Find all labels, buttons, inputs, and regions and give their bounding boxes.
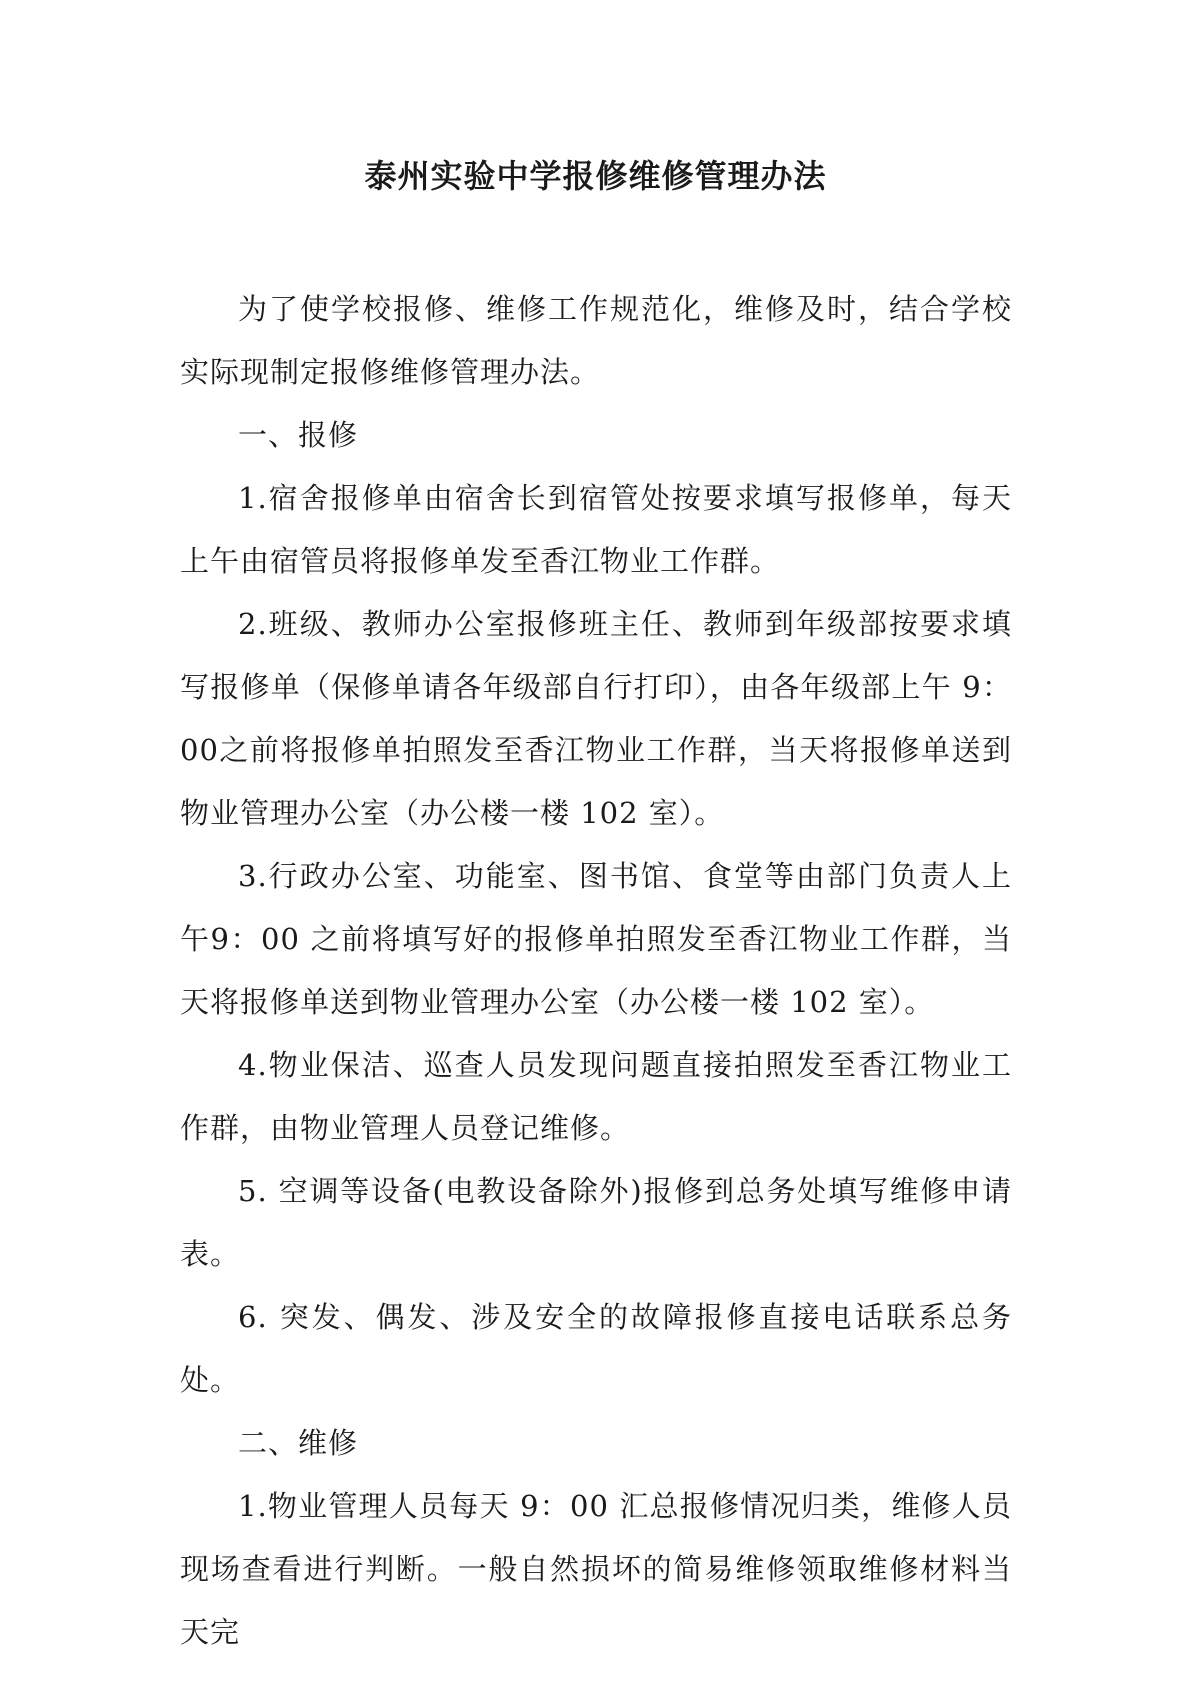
section-heading-repair: 二、维修 [238,1426,359,1460]
document-body [180,278,1012,1664]
report-item-2: 2.班级、教师办公室报修班主任、教师到年级部按要求填写报修单（保修单请各年级部自行打印），由各年级部上午 9：00之前将报修单拍照发至香江物业工作群，当天将报修单送到物业管理办公室（办公楼一楼 102 室）。 [180,607,1012,830]
report-item-1: 1.宿舍报修单由宿舍长到宿管处按要求填写报修单，每天上午由宿管员将报修单发至香江物业工作群。 [180,481,1012,578]
repair-item-1: 1.物业管理人员每天 9：00 汇总报修情况归类，维修人员现场查看进行判断。一般自然损坏的简易维修领取维修材料当天完 [180,1489,1012,1649]
report-item-3: 3.行政办公室、功能室、图书馆、食堂等由部门负责人上午9：00 之前将填写好的报修单拍照发至香江物业工作群，当天将报修单送到物业管理办公室（办公楼一楼 102 室）。 [180,859,1012,1019]
section-heading-report: 一、报修 [238,418,359,452]
report-item-4: 4.物业保洁、巡查人员发现问题直接拍照发至香江物业工作群，由物业管理人员登记维修。 [180,1048,1012,1145]
report-item-6: 6. 突发、偶发、涉及安全的故障报修直接电话联系总务处。 [180,1300,1012,1397]
intro-paragraph: 为了使学校报修、维修工作规范化，维修及时，结合学校实际现制定报修维修管理办法。 [180,292,1012,389]
report-item-5: 5. 空调等设备(电教设备除外)报修到总务处填写维修申请表。 [180,1174,1012,1271]
document-title: 泰州实验中学报修维修管理办法 [364,157,827,195]
